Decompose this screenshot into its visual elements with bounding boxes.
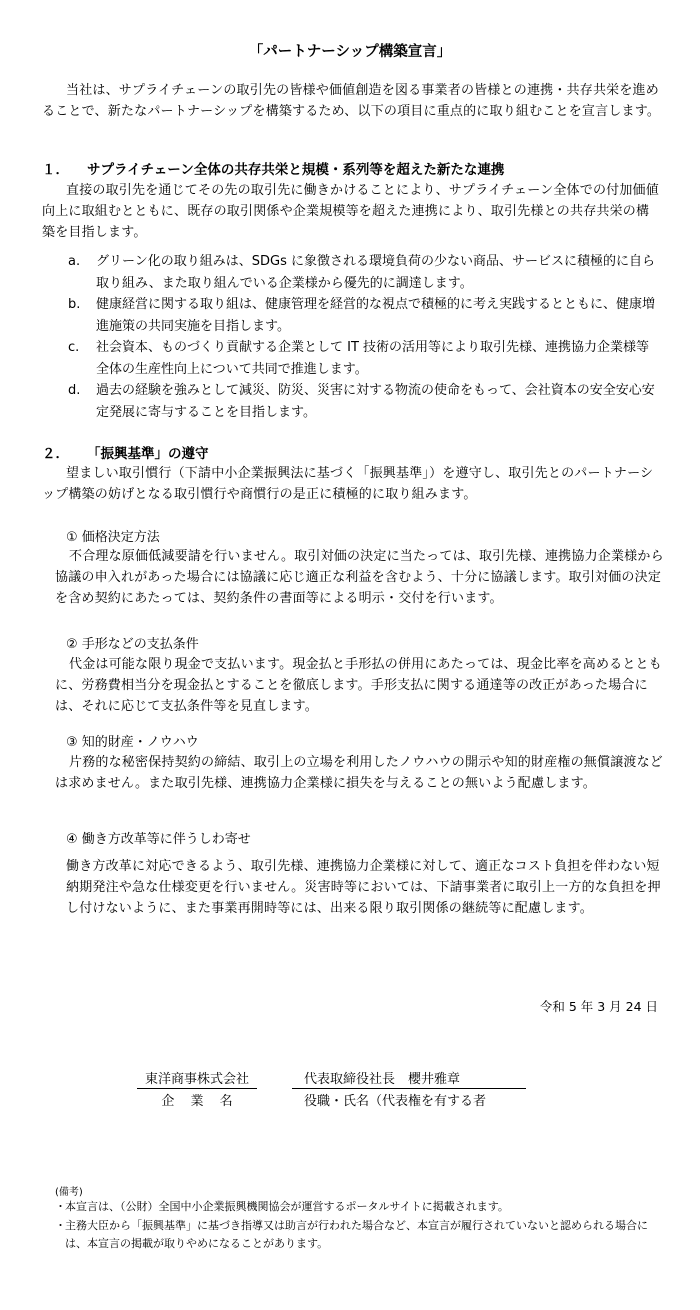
- section2-heading: [42, 442, 662, 462]
- item-text: 社会資本、ものづくり貢献する企業として IT 技術の活用等により取引先様、連携協力企業様等全体の生産性向上について共同で推進します。: [96, 340, 650, 377]
- notes-heading: (備考): [55, 1187, 83, 1198]
- subsection4-heading: ④ 働き方改革等に伴うしわ寄せ: [66, 832, 251, 847]
- note-item-1: [55, 1198, 665, 1216]
- note-bullet: ・: [55, 1219, 66, 1232]
- representative-name: 代表取締役社長 櫻井雅章: [304, 1072, 461, 1087]
- representative-name-line: [292, 1068, 526, 1089]
- subsection2-heading: ② 手形などの支払条件: [66, 637, 199, 652]
- note-item-2: [55, 1217, 665, 1253]
- section1-item-b: [68, 294, 658, 338]
- representative-label: 役職・氏名（代表権を有する者: [304, 1094, 487, 1109]
- document-title: 「パートナーシップ構築宣言」: [248, 44, 452, 60]
- section1-heading: [42, 158, 662, 178]
- item-label: c.: [68, 340, 80, 355]
- item-label: a.: [68, 254, 81, 269]
- item-text: 過去の経験を強みとして減災、防災、災害に対する物流の使命をもって、会社資本の安全安心安定発展に寄与することを目指します。: [96, 383, 655, 420]
- subsection3-body: 片務的な秘密保持契約の締結、取引上の立場を利用したノウハウの開示や知的財産権の無償譲渡などは求めません。また取引先様、連携協力企業様に損失を与えることの無いよう配慮します。: [55, 755, 664, 791]
- section1-number: １．: [42, 162, 69, 178]
- section1-item-d: [68, 380, 658, 424]
- item-label: b.: [68, 297, 81, 312]
- note-text: 本宣言は、（公財）全国中小企業振興機関協会が運営するポータルサイトに掲載されます。: [65, 1200, 509, 1213]
- subsection1-body: 不合理な原価低減要請を行いません。取引対価の決定に当たっては、取引先様、連携協力企業様から協議の申入れがあった場合には協議に応じ適正な利益を含むよう、十分に協議します。取引対価の決定を含め契約にあたっては、契約条件の書面等による明示・交付を行います。: [55, 549, 664, 606]
- company-name-label: 企 業 名: [161, 1094, 239, 1109]
- section1-body: 直接の取引先を通じてその先の取引先に働きかけることにより、サプライチェーン全体での付加価値向上に取組むとともに、既存の取引関係や企業規模等を超えた連携により、取引先様との共存共栄の構築を目指します。: [42, 183, 659, 240]
- item-text: 健康経営に関する取り組は、健康管理を経営的な視点で積極的に考え実践するとともに、健康増進施策の共同実施を目指します。: [96, 297, 656, 334]
- declaration-date: 令和 5 年 3 月 24 日: [539, 999, 658, 1014]
- item-label: d.: [68, 383, 81, 398]
- section1-item-c: [68, 337, 658, 381]
- section1-heading-text: サプライチェーン全体の共存共栄と規模・系列等を超えた新たな連携: [87, 162, 505, 178]
- note-text: 主務大臣から「振興基準」に基づき指導又は助言が行われた場合など、本宣言が履行されていないと認められる場合には、本宣言の掲載が取りやめになることがあります。: [65, 1219, 648, 1250]
- item-text: グリーン化の取り組みは、SDGs に象徴される環境負荷の少ない商品、サービスに積極的に自ら取り組み、また取り組んでいる企業様から優先的に調達します。: [96, 254, 655, 291]
- subsection3-heading: ③ 知的財産・ノウハウ: [66, 735, 199, 750]
- note-bullet: ・: [55, 1200, 66, 1213]
- section2-heading-text: 「振興基準」の遵守: [87, 446, 209, 462]
- section2-body: 望ましい取引慣行（下請中小企業振興法に基づく「振興基準」）を遵守し、取引先とのパートナーシップ構築の妨げとなる取引慣行や商慣行の是正に積極的に取り組みます。: [42, 466, 654, 502]
- subsection2-body: 代金は可能な限り現金で支払います。現金払と手形払の併用にあたっては、現金比率を高めるとともに、労務費相当分を現金払とすることを徹底します。手形支払に関する通達等の改正があった場合には、それに応じて支払条件等を見直します。: [55, 657, 662, 714]
- intro-paragraph: 当社は、サプライチェーンの取引先の皆様や価値創造を図る事業者の皆様との連携・共存共栄を進めることで、新たなパートナーシップを構築するため、以下の項目に重点的に取り組むことを宣言します。: [42, 83, 661, 119]
- subsection1-heading: ① 価格決定方法: [66, 530, 160, 545]
- company-name: 東洋商事株式会社: [137, 1068, 257, 1089]
- section1-item-a: [68, 251, 658, 295]
- subsection4-body: 働き方改革に対応できるよう、取引先様、連携協力企業様に対して、適正なコスト負担を伴わない短納期発注や急な仕様変更を行いません。災害時等においては、下請事業者に取引上一方的な負担を押し付けないように、また事業再開時等には、出来る限り取引関係の継続等に配慮します。: [66, 859, 661, 916]
- section2-number: ２．: [42, 446, 69, 462]
